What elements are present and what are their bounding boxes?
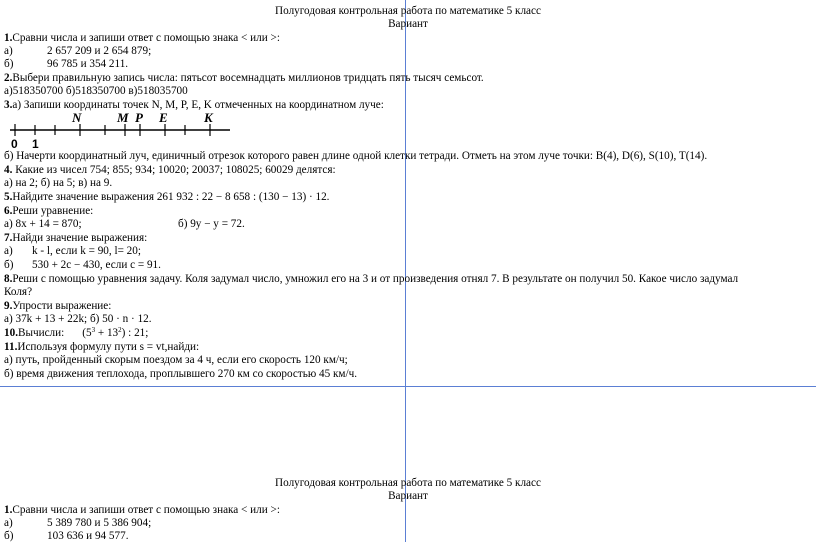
task-1a-text-v2: 5 389 780 и 5 386 904;: [47, 517, 152, 529]
task-7: 7.Найди значение выражения:: [4, 232, 148, 244]
ray-zero-label: 0: [11, 137, 18, 151]
page-title: Полугодовая контрольная работа по математике 5 класс: [275, 5, 541, 17]
task-3b: б) Начерти координатный луч, единичный отрезок которого равен длине одной клетки тетради. Отметь на этом луче точки: B(4), D(6), S(10), T(14).: [4, 150, 708, 162]
task-4-sub: а) на 2; б) на 5; в) на 9.: [4, 177, 113, 189]
task-9-sub: а) 37k + 13 + 22k; б) 50 · n · 12.: [4, 313, 152, 325]
task-6b: б) 9у − у = 72.: [178, 218, 245, 230]
task-4: 4. Какие из чисел 754; 855; 934; 10020; 20037; 108025; 60029 делятся:: [4, 164, 336, 176]
point-label-m: M: [117, 110, 129, 125]
task-1a-text: 2 657 209 и 2 654 879;: [47, 45, 152, 57]
coordinate-ray: [10, 110, 240, 152]
point-label-k: K: [204, 110, 213, 125]
task-7a-label: а): [4, 245, 13, 257]
task-8: 8.Реши с помощью уравнения задачу. Коля задумал число, умножил его на 3 и от произведения отнял 7. В результате он получил 50. Какое число задумал: [4, 273, 739, 285]
task-1a-label: а): [4, 45, 13, 57]
page-title-2: Полугодовая контрольная работа по математике 5 класс: [275, 477, 541, 489]
task-8-cont: Коля?: [4, 286, 33, 298]
ray-one-label: 1: [32, 137, 39, 151]
task-1-v2: 1.Сравни числа и запиши ответ с помощью знака < или >:: [4, 504, 280, 516]
task-7b-label: б): [4, 259, 14, 271]
task-6: 6.Реши уравнение:: [4, 205, 94, 217]
task-1: 1.Сравни числа и запиши ответ с помощью знака < или >:: [4, 32, 280, 44]
task-10: 10.Вычисли: $(5^3 + 13^2)$ : 21;: [4, 326, 149, 339]
task-11b: б) время движения теплохода, проплывшего 270 км со скоростью 45 км/ч.: [4, 368, 358, 380]
task-11a: а) путь, пройденный скорым поездом за 4 ч, если его скорость 120 км/ч;: [4, 354, 348, 366]
task-1a-label-v2: а): [4, 517, 13, 529]
task-11: 11.Используя формулу пути s = vt,найди:: [4, 341, 200, 353]
task-9: 9.Упрости выражение:: [4, 300, 112, 312]
point-label-e: E: [159, 110, 168, 125]
task-2: 2.Выбери правильную запись числа: пятьсот восемнадцать миллионов тридцать пять тысяч семьсот.: [4, 72, 484, 84]
horizontal-guide-line: [0, 386, 816, 387]
task-1b-label-v2: б): [4, 530, 14, 542]
task-1b-text-v2: 103 636 и 94 577.: [47, 530, 129, 542]
variant-label-2: Вариант: [388, 490, 428, 502]
task-1b-label: б): [4, 58, 14, 70]
point-label-p: P: [135, 110, 143, 125]
task-2-options: а)518350700 б)518350700 в)518035700: [4, 85, 188, 97]
task-5: 5.Найдите значение выражения 261 932 : 22 − 8 658 : (130 − 13) · 12.: [4, 191, 330, 203]
task-7b-text: 530 + 2с − 430, если с = 91.: [32, 259, 161, 271]
task-3: 3.а) Запиши координаты точек N, M, P, E, K отмеченных на координатном луче:: [4, 99, 384, 111]
task-7a-text: k - l, если k = 90, l= 20;: [32, 245, 141, 257]
variant-label: Вариант: [388, 18, 428, 30]
task-1b-text: 96 785 и 354 211.: [47, 58, 129, 70]
task-6a: а) 8х + 14 = 870;: [4, 218, 82, 230]
point-label-n: N: [72, 110, 82, 125]
